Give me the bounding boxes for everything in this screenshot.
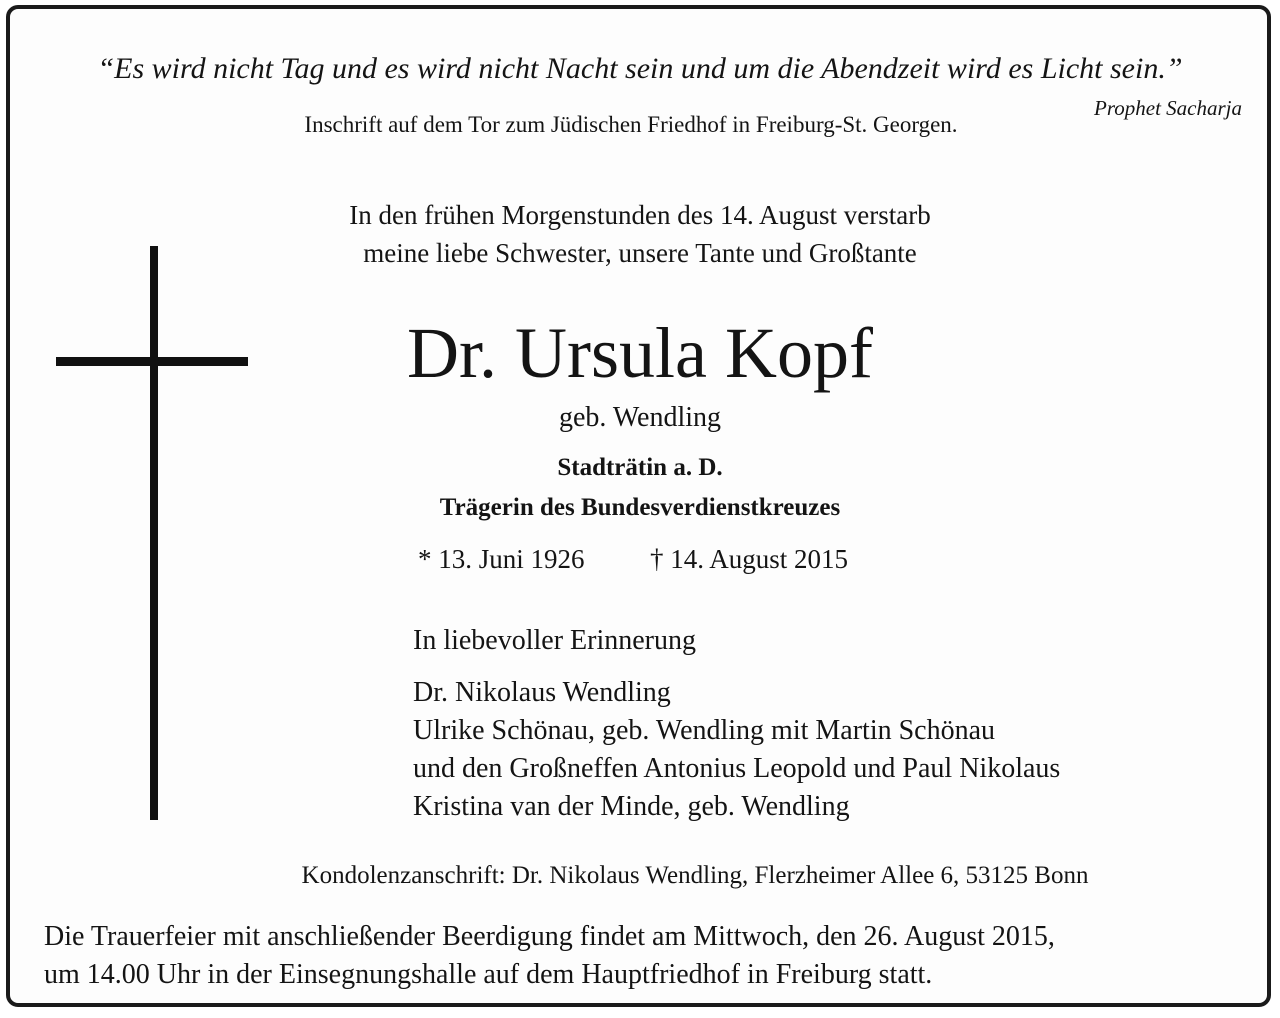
announcement-line-2: meine liebe Schwester, unsere Tante und Großtante: [363, 238, 917, 268]
cross-icon: [150, 246, 158, 820]
quote-inscription: Inschrift auf dem Tor zum Jüdischen Friedhof in Freiburg-St. Georgen.: [304, 112, 958, 137]
funeral-info-line-1: Die Trauerfeier mit anschließender Beerdigung findet am Mittwoch, den 26. August 2015,: [44, 921, 1055, 952]
cross-icon-crossbar: [56, 357, 248, 366]
birth-date: * 13. Juni 1926: [418, 544, 585, 574]
funeral-info-line-2: um 14.00 Uhr in der Einsegnungshalle auf dem Hauptfriedhof in Freiburg statt.: [44, 959, 933, 990]
mourner-name: und den Großneffen Antonius Leopold und Paul Nikolaus: [413, 753, 1061, 784]
deceased-name: Dr. Ursula Kopf: [407, 313, 873, 393]
mourner-name: Kristina van der Minde, geb. Wendling: [413, 791, 850, 822]
announcement: [240, 196, 1040, 272]
quote-text: “Es wird nicht Tag und es wird nicht Nacht sein und um die Abendzeit wird es Licht sein.”: [97, 52, 1183, 85]
condolence-address: Kondolenzanschrift: Dr. Nikolaus Wendling, Flerzheimer Allee 6, 53125 Bonn: [301, 862, 1089, 889]
mourner-name: Dr. Nikolaus Wendling: [413, 677, 671, 708]
death-date: † 14. August 2015: [650, 544, 849, 574]
mourners-list: [413, 674, 1060, 826]
mourner-name: Ulrike Schönau, geb. Wendling mit Martin Schönau: [413, 715, 996, 746]
honorary-title-order-of-merit: Trägerin des Bundesverdienstkreuzes: [439, 494, 841, 521]
funeral-info: [44, 918, 1055, 994]
maiden-name: geb. Wendling: [558, 402, 722, 433]
memory-heading: In liebevoller Erinnerung: [413, 625, 697, 656]
announcement-line-1: In den frühen Morgenstunden des 14. August verstarb: [349, 200, 931, 230]
honorary-title-councillor: Stadträtin a. D.: [557, 454, 723, 481]
quote-attribution: Prophet Sacharja: [1094, 96, 1242, 120]
